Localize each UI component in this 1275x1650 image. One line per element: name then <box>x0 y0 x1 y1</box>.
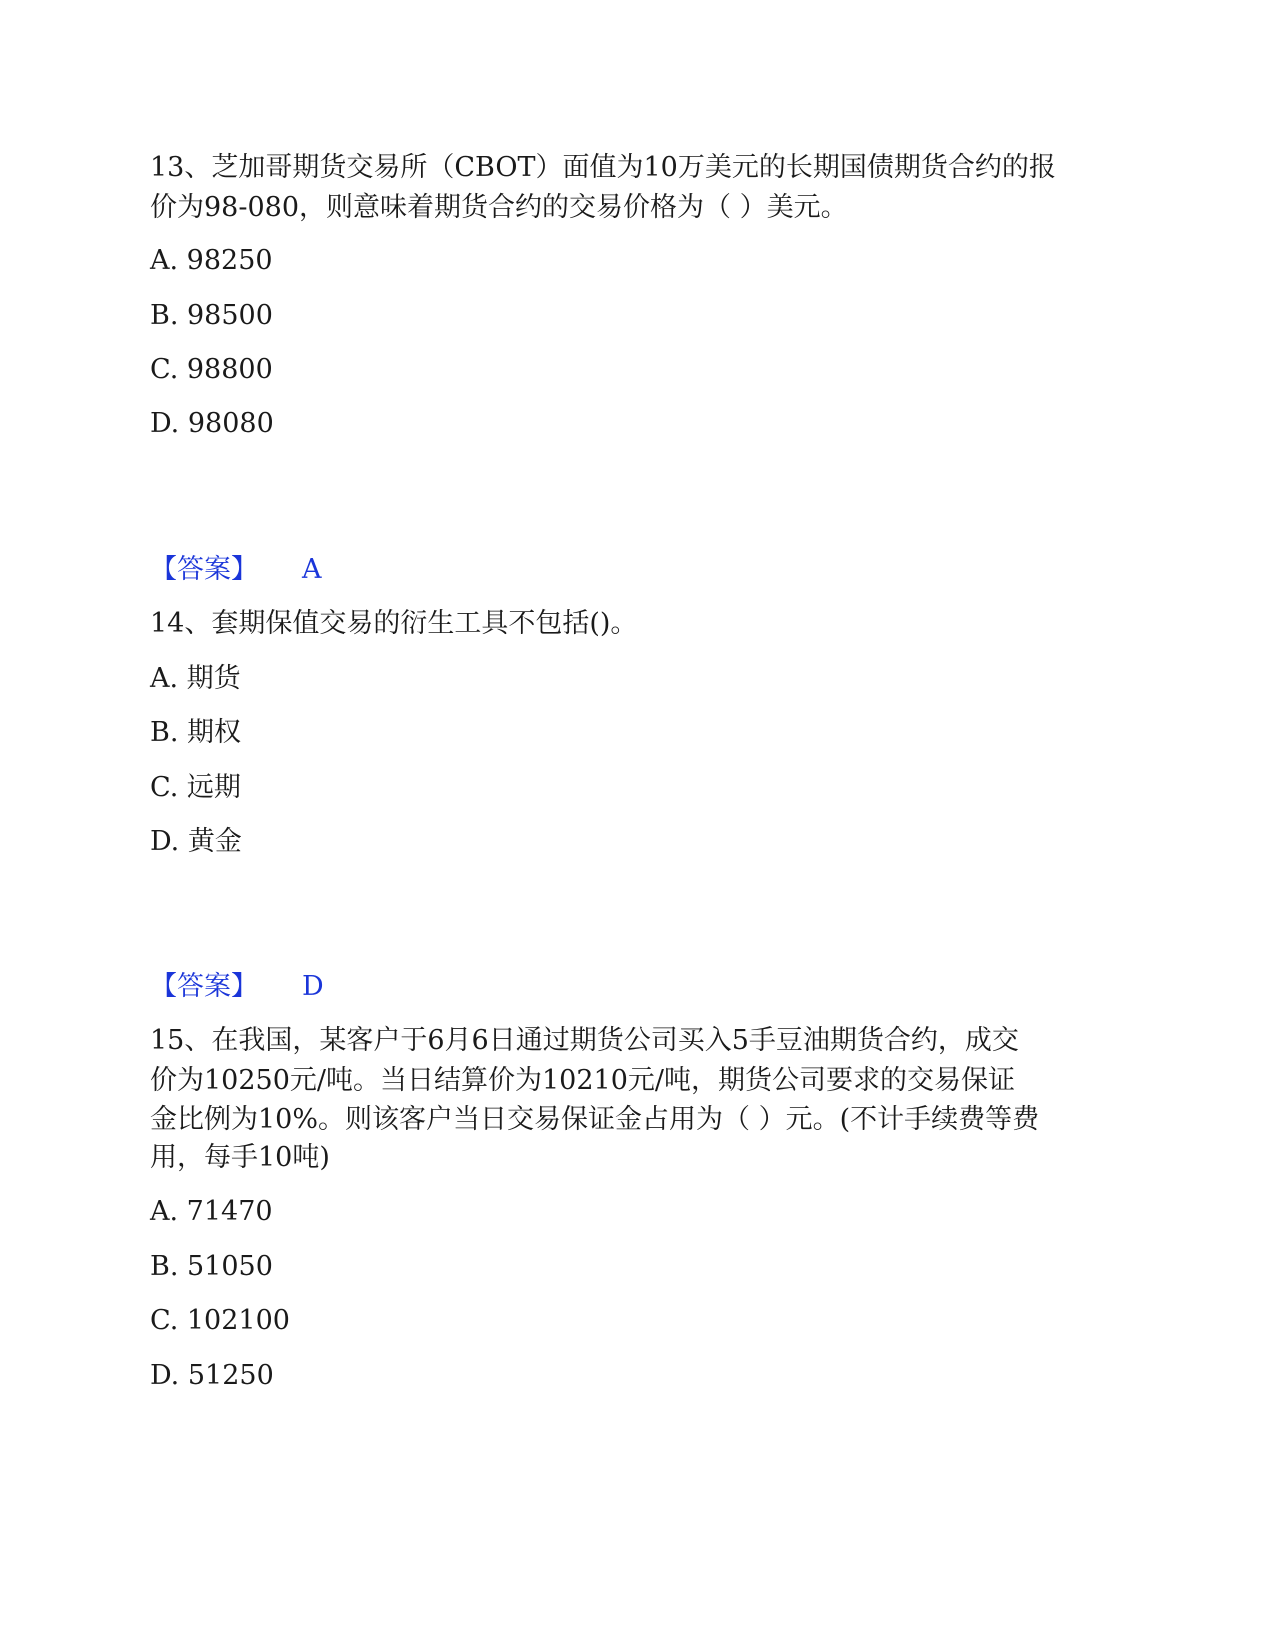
question-13-option-d: D. 98080 <box>150 408 274 439</box>
question-15-option-d: D. 51250 <box>150 1360 274 1391</box>
question-15-stem-line-1: 15、在我国，某客户于6月6日通过期货公司买入5手豆油期货合约，成交 <box>150 1025 1019 1056</box>
question-14-option-c: C. 远期 <box>150 772 241 803</box>
question-14-option-d: D. 黄金 <box>150 826 242 857</box>
question-13-option-c: C. 98800 <box>150 354 273 385</box>
question-15-stem-line-2: 价为10250元/吨。当日结算价为10210元/吨，期货公司要求的交易保证 <box>150 1065 1015 1096</box>
answer-label: 【答案】 <box>150 971 258 1002</box>
question-13-option-a: A. 98250 <box>150 245 273 276</box>
question-13-stem-line-1: 13、芝加哥期货交易所（CBOT）面值为10万美元的长期国债期货合约的报 <box>150 152 1056 183</box>
question-15-stem-line-4: 用，每手10吨) <box>150 1142 330 1173</box>
question-14-option-a: A. 期货 <box>150 663 241 694</box>
question-15-option-b: B. 51050 <box>150 1251 273 1282</box>
question-14-option-b: B. 期权 <box>150 717 242 748</box>
question-14-answer <box>150 967 324 1007</box>
question-13-answer <box>150 550 322 590</box>
question-13-stem-line-2: 价为98-080，则意味着期货合约的交易价格为（ ）美元。 <box>150 192 848 223</box>
question-14-stem-line-1: 14、套期保值交易的衍生工具不包括()。 <box>150 608 638 639</box>
answer-label: 【答案】 <box>150 554 258 585</box>
question-15-option-a: A. 71470 <box>150 1196 273 1227</box>
answer-value: A <box>302 554 322 585</box>
question-13-option-b: B. 98500 <box>150 300 273 331</box>
answer-value: D <box>302 971 324 1002</box>
question-15-stem-line-3: 金比例为10%。则该客户当日交易保证金占用为（ ）元。(不计手续费等费 <box>150 1104 1040 1135</box>
question-15-option-c: C. 102100 <box>150 1305 290 1336</box>
